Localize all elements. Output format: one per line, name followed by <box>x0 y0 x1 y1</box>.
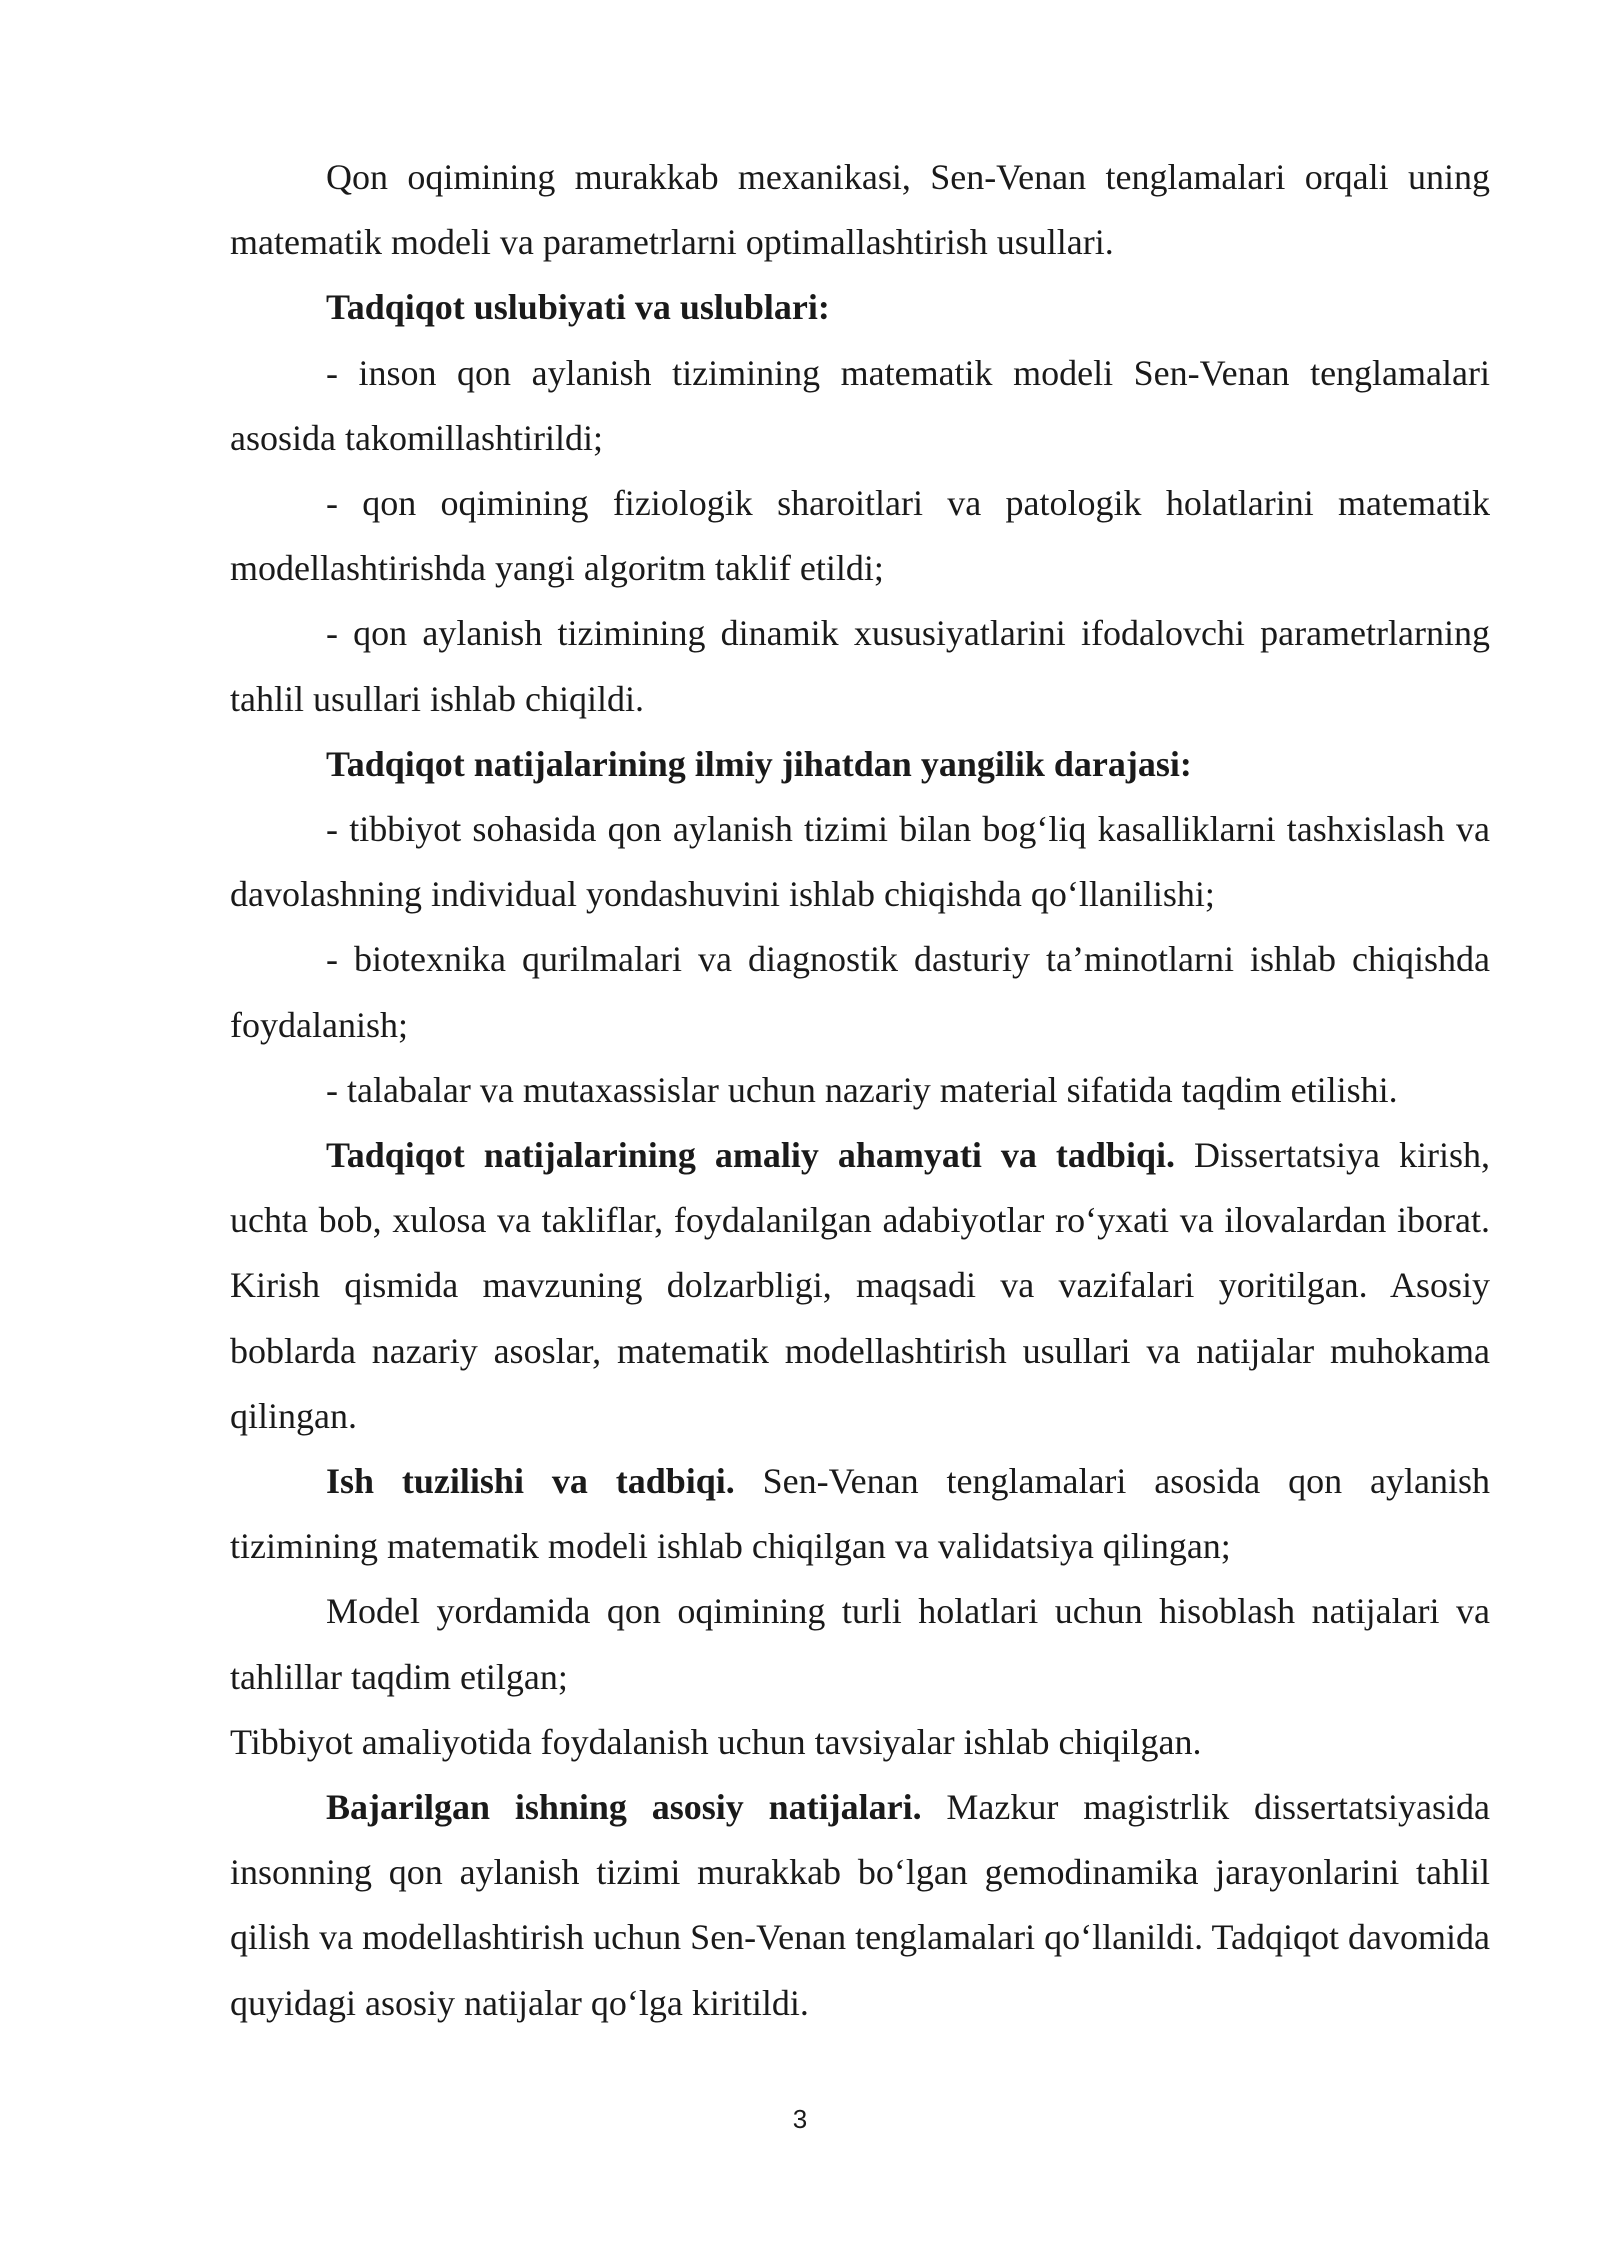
structure-paragraph-2: Model yordamida qon oqimining turli holatlari uchun hisoblash natijalari va tahlillar taqdim etilgan; <box>230 1591 1490 1697</box>
novelty-heading: Tadqiqot natijalarining ilmiy jihatdan yangilik darajasi: <box>326 743 1192 784</box>
methodology-item: - qon aylanish tizimining dinamik xususiyatlarini ifodalovchi parametrlarning tahlil usullari ishlab chiqildi. <box>230 613 1490 719</box>
page-number: 3 <box>792 2104 808 2134</box>
results-heading: Bajarilgan ishning asosiy natijalari. <box>326 1787 922 1828</box>
practical-paragraph <box>230 1123 1490 1449</box>
practical-heading: Tadqiqot natijalarining amaliy ahamyati va tadbiqi. <box>326 1135 1175 1176</box>
novelty-item: - tibbiyot sohasida qon aylanish tizimi bilan bog‘liq kasalliklarni tashxislash va davolashning individual yondashuvini ishlab chiqishda qo‘llanilishi; <box>230 809 1490 915</box>
document-page <box>230 145 1490 2036</box>
results-paragraph <box>230 1775 1490 2036</box>
results-text: Mazkur magistrlik dissertatsiyasida insonning qon aylanish tizimi murakkab bo‘lgan gemodinamika jarayonlarini tahlil qilish va modellashtirish uchun Sen-Venan tenglamalari qo‘llanildi. Tadqiqot davomida quyidagi asosiy natijalar qo‘lga kiritildi. <box>230 1787 1490 2023</box>
novelty-item: - biotexnika qurilmalari va diagnostik dasturiy ta’minotlarni ishlab chiqishda foydalanish; <box>230 939 1490 1045</box>
structure-text: Sen-Venan tenglamalari asosida qon aylanish tizimining matematik modeli ishlab chiqilgan va validatsiya qilingan; <box>230 1461 1490 1567</box>
structure-heading: Ish tuzilishi va tadbiqi. <box>326 1461 735 1502</box>
structure-paragraph <box>230 1449 1490 1579</box>
practical-text: Dissertatsiya kirish, uchta bob, xulosa va takliflar, foydalanilgan adabiyotlar ro‘yxati va ilovalardan iborat. Kirish qismida mavzuning dolzarbligi, maqsadi va vazifalari yoritilgan. Asosiy boblarda nazariy asoslar, matematik modellashtirish usullari va natijalar muhokama qilingan. <box>230 1135 1490 1436</box>
methodology-item: - qon oqimining fiziologik sharoitlari va patologik holatlarini matematik modellashtirishda yangi algoritm taklif etildi; <box>230 483 1490 589</box>
methodology-heading: Tadqiqot uslubiyati va uslublari: <box>326 287 830 328</box>
novelty-item: - talabalar va mutaxassislar uchun nazariy material sifatida taqdim etilishi. <box>326 1069 1398 1110</box>
structure-paragraph-3: Tibbiyot amaliyotida foydalanish uchun tavsiyalar ishlab chiqilgan. <box>230 1721 1202 1762</box>
methodology-item: - inson qon aylanish tizimining matematik modeli Sen-Venan tenglamalari asosida takomillashtirildi; <box>230 352 1490 458</box>
intro-paragraph: Qon oqimining murakkab mexanikasi, Sen-Venan tenglamalari orqali uning matematik modeli va parametrlarni optimallashtirish usullari. <box>230 157 1490 263</box>
